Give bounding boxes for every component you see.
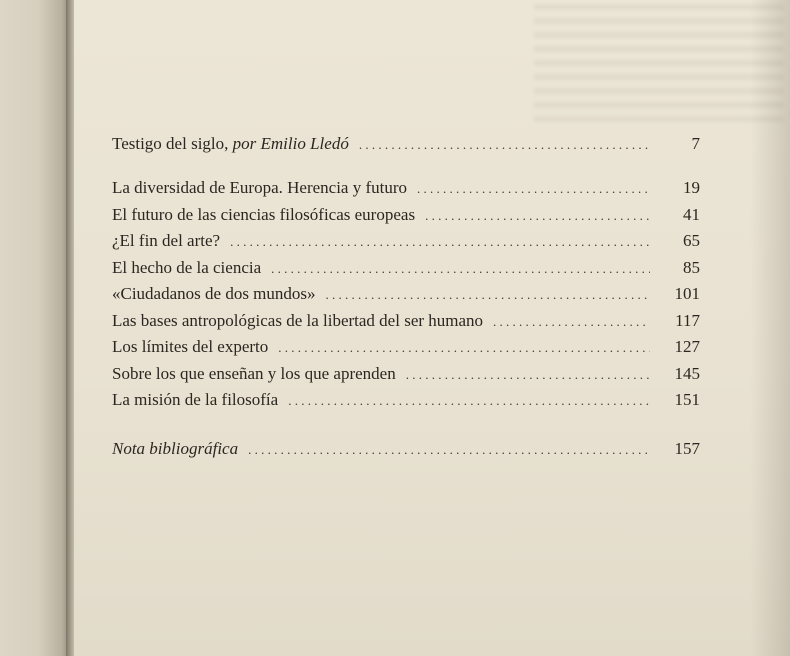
dot-leader xyxy=(406,362,650,389)
prologue-author: Emilio Lledó xyxy=(260,134,349,153)
toc-entry-title: El futuro de las ciencias filosóficas europeas xyxy=(112,204,416,224)
toc-entry xyxy=(112,175,712,202)
section-spacer xyxy=(112,414,712,436)
toc-page-number: 65 xyxy=(683,231,700,250)
show-through-text xyxy=(534,4,784,124)
section-spacer xyxy=(112,158,712,175)
toc-entry xyxy=(112,202,712,229)
toc-page-number: 145 xyxy=(674,363,700,383)
toc-page-number: 7 xyxy=(691,134,700,153)
toc-entry xyxy=(112,308,712,335)
dot-leader xyxy=(425,203,650,230)
table-of-contents xyxy=(112,130,712,462)
facing-page-edge xyxy=(0,0,70,656)
dot-leader xyxy=(248,437,650,464)
toc-entry-title: Sobre los que enseñan y los que aprenden xyxy=(112,363,396,383)
toc-entry-title: Nota bibliográfica xyxy=(112,438,239,458)
toc-page-number: 19 xyxy=(683,178,700,197)
toc-entry-title: ¿El fin del arte? xyxy=(112,231,221,250)
toc-entry-title xyxy=(112,130,349,158)
toc-entry-title: Los límites del experto xyxy=(112,337,269,356)
toc-page-number: 127 xyxy=(674,337,700,356)
toc-entry xyxy=(112,361,712,388)
toc-entry-title: La diversidad de Europa. Herencia y futuro xyxy=(112,178,408,197)
toc-page-number: 41 xyxy=(683,204,700,224)
toc-entry xyxy=(112,255,712,282)
toc-entry-title: Las bases antropológicas de la libertad del ser humano xyxy=(112,310,484,330)
toc-entry-bibliography xyxy=(112,436,712,463)
dot-leader xyxy=(271,256,650,283)
toc-entry xyxy=(112,281,712,308)
toc-entry xyxy=(112,387,712,414)
toc-page-number: 151 xyxy=(674,390,700,409)
toc-entry xyxy=(112,228,712,255)
toc-entry xyxy=(112,334,712,361)
toc-entry-title: «Ciudadanos de dos mundos» xyxy=(112,284,316,303)
toc-entry-title: El hecho de la ciencia xyxy=(112,257,262,277)
prologue-author-prefix: por xyxy=(232,134,257,153)
dot-leader xyxy=(417,176,650,203)
dot-leader xyxy=(359,131,650,159)
prologue-title: Testigo del siglo, xyxy=(112,134,229,153)
toc-entry-title: La misión de la filosofía xyxy=(112,390,279,409)
dot-leader xyxy=(326,282,650,309)
toc-page-number: 101 xyxy=(674,284,700,303)
dot-leader xyxy=(278,335,650,362)
toc-page-number: 157 xyxy=(674,438,700,458)
toc-entry-prologue xyxy=(112,130,712,158)
toc-page-number: 85 xyxy=(683,257,700,277)
dot-leader xyxy=(288,388,650,415)
toc-page-number: 117 xyxy=(675,310,700,330)
dot-leader xyxy=(230,229,650,256)
dot-leader xyxy=(493,309,650,336)
